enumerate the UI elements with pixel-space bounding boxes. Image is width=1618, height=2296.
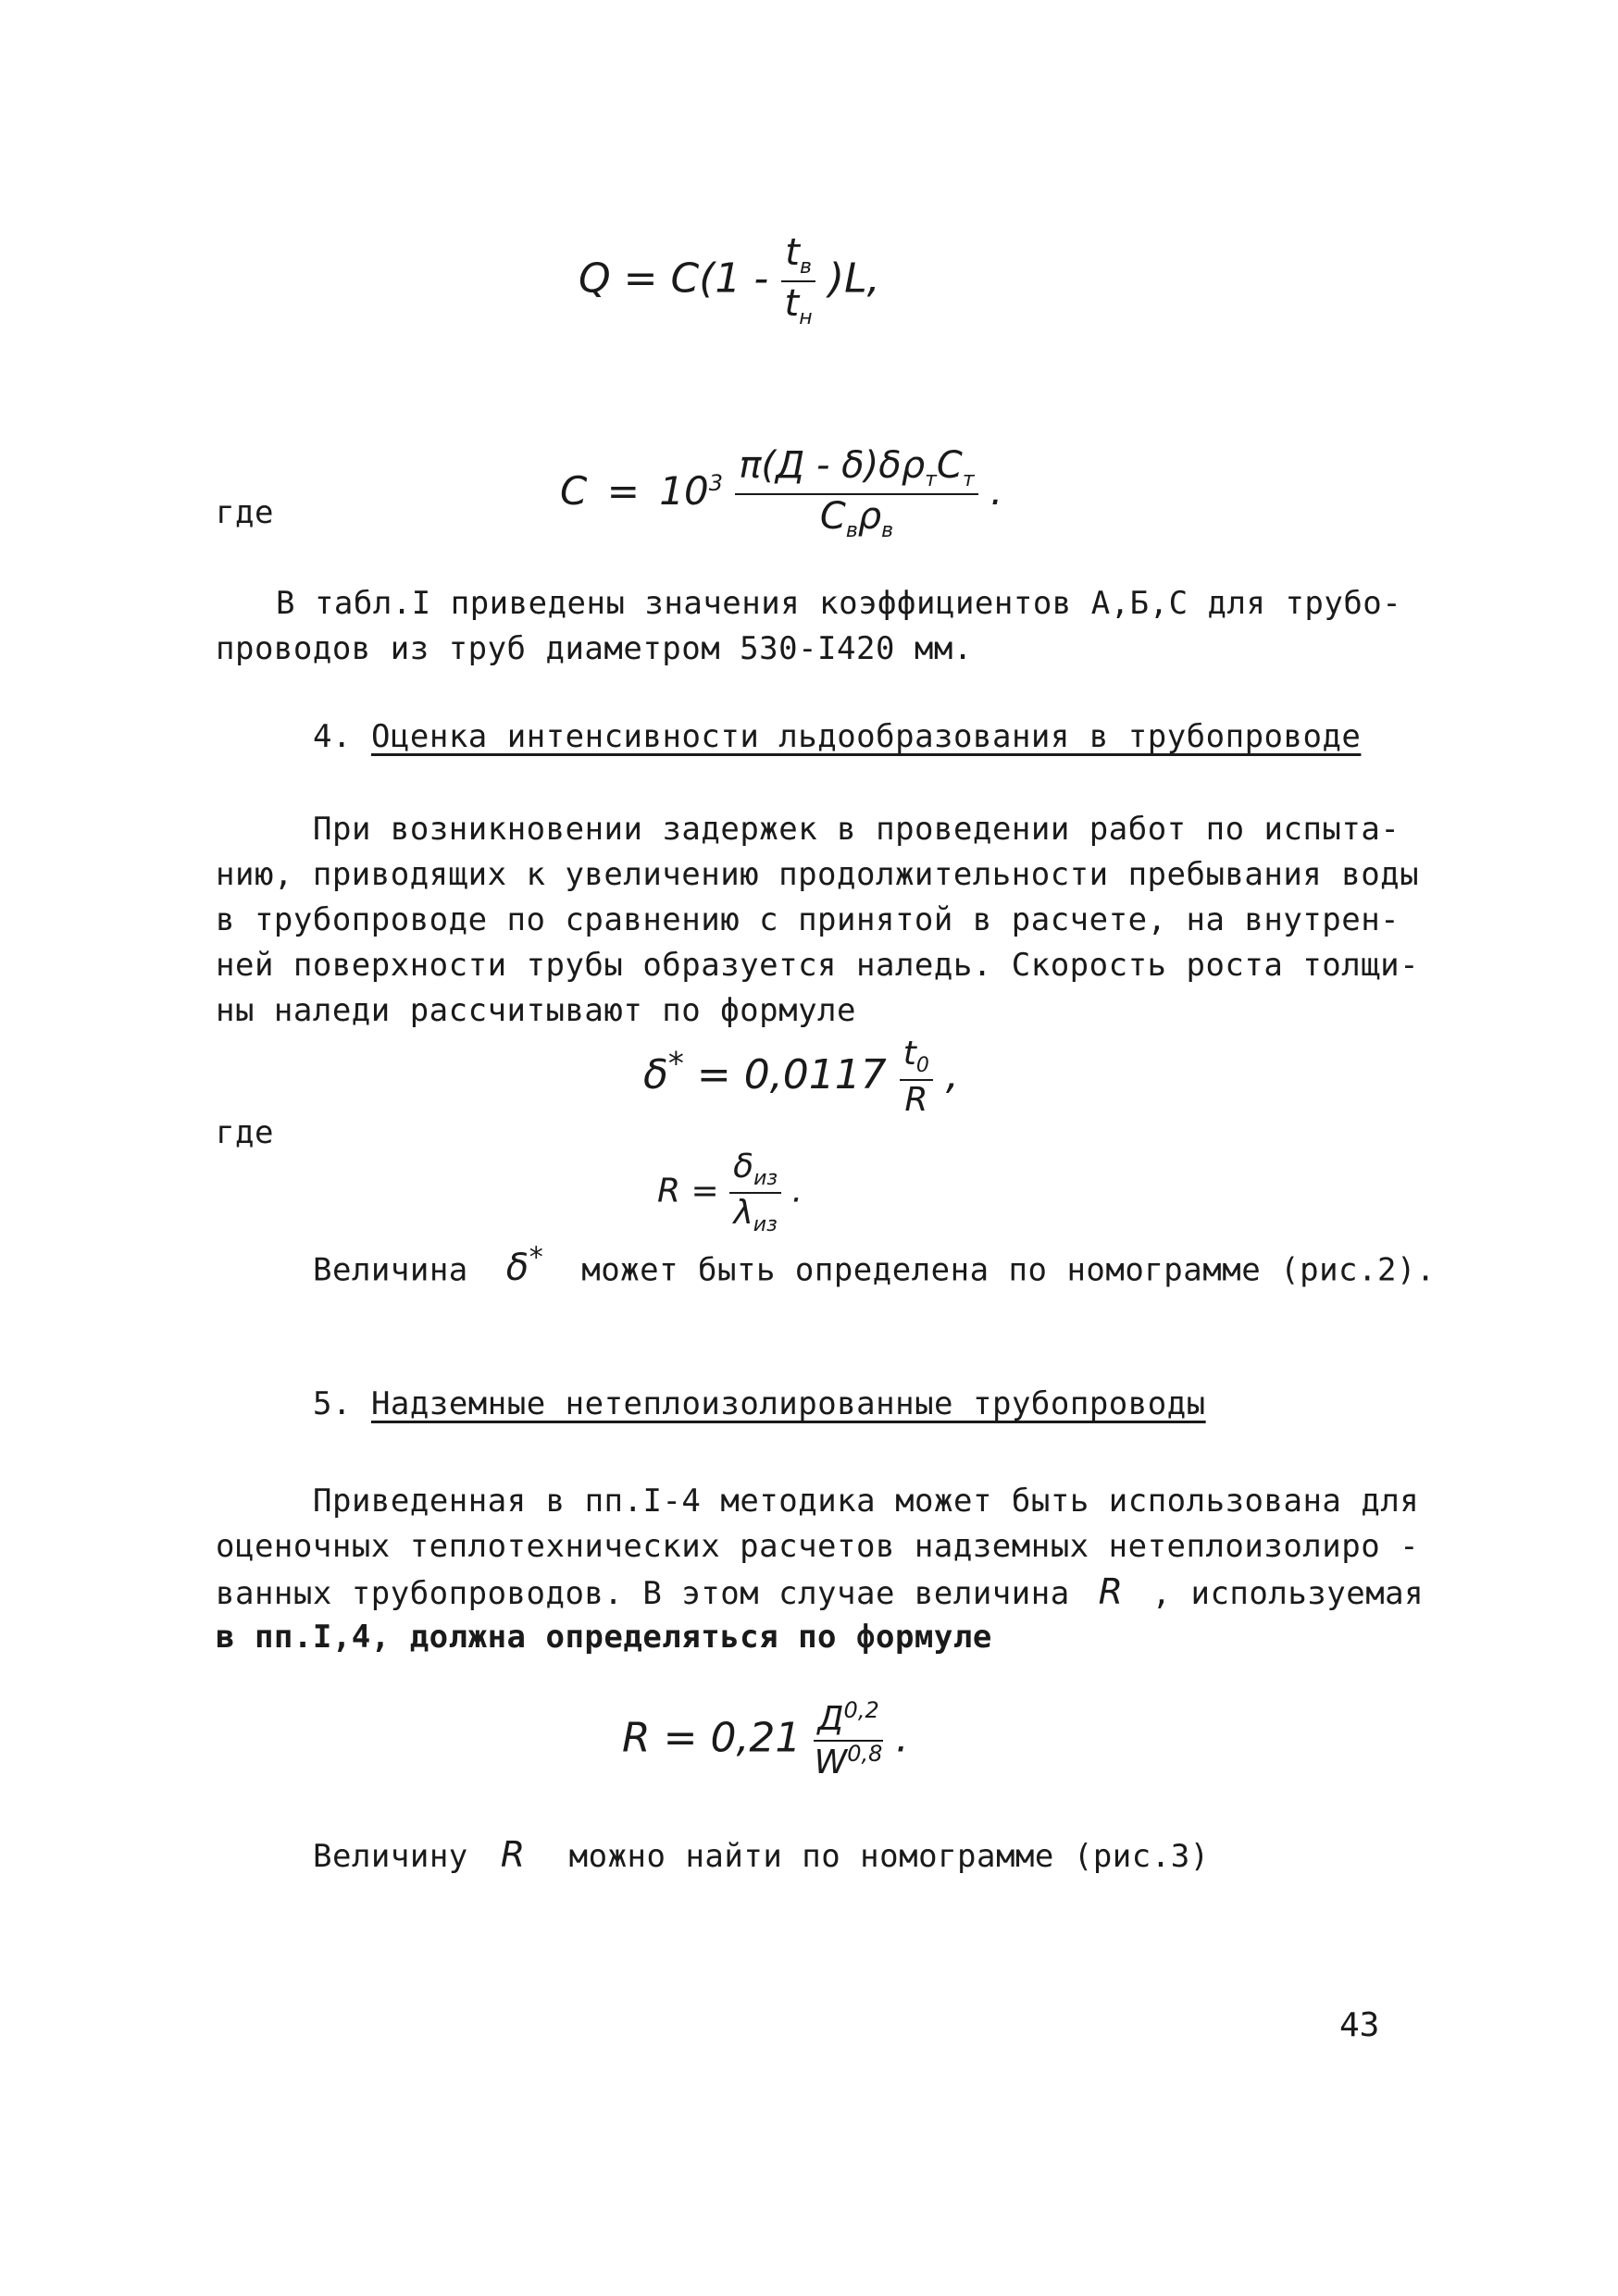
formula-delta-den: R [904, 1081, 928, 1120]
formula-q-lhs: Q [579, 254, 611, 303]
formula-c-num-sub2: т [962, 468, 975, 491]
page-number: 43 [1339, 2006, 1380, 2044]
formula-c-num-sub1: т [925, 468, 937, 491]
formula-delta [643, 1035, 959, 1120]
formula-q-pre: C(1 - [670, 254, 769, 303]
section-5-number: 5. [313, 1385, 352, 1422]
formula-r1-num-sub: из [753, 1167, 778, 1191]
formula-q-eq: = [623, 254, 658, 303]
formula-r2-num-sup: 0,2 [843, 1697, 879, 1723]
formula-r2-den-sup: 0,8 [847, 1741, 883, 1768]
magnitude-delta-sup: * [529, 1242, 544, 1274]
where-label-1: где [216, 494, 274, 531]
formula-c-num-mid: C [936, 444, 963, 487]
formula-r-resistance [657, 1148, 803, 1237]
formula-q-num: t [785, 231, 800, 274]
formula-c-eq: = [606, 467, 640, 514]
magnitude-delta-text-a: Величина [313, 1251, 468, 1289]
formula-delta-fraction [900, 1035, 933, 1120]
formula-c-punct: . [990, 467, 1003, 514]
paragraph-1-line-2: проводов из труб диаметром 530-I420 мм. [216, 630, 973, 667]
section-4-heading [313, 714, 1361, 760]
magnitude-r-line [313, 1832, 1210, 1880]
paragraph-2-line-3: в трубопроводе по сравнению с принятой в расчете, на внутрен- [216, 901, 1400, 938]
paragraph-2-line-5: ны наледи рассчитывают по формуле [216, 992, 857, 1029]
magnitude-r-symbol: R [500, 1834, 526, 1875]
formula-q-fraction [781, 231, 815, 330]
formula-r1-fraction [729, 1148, 781, 1237]
formula-delta-num-sub: 0 [915, 1054, 929, 1078]
section-5-title: Надземные нетеплоизолированные трубопроводы [370, 1385, 1206, 1422]
formula-c-fraction [735, 444, 977, 543]
formula-r1-den: λ [733, 1194, 753, 1233]
formula-delta-lhs: δ [643, 1050, 668, 1098]
paragraph-3-line-3-b: , используемая [1151, 1575, 1425, 1612]
formula-c-den2: ρ [857, 495, 882, 539]
paragraph-3-line-3 [216, 1570, 1424, 1617]
formula-c-den-sub1: в [845, 519, 858, 543]
formula-r1-num: δ [733, 1148, 754, 1185]
formula-r2-punct: . [895, 1714, 909, 1762]
magnitude-delta-text-b: может быть определена по номограмме (рис.2). [581, 1251, 1436, 1289]
formula-c-base: 10 [659, 467, 709, 514]
where-label-2: где [216, 1114, 274, 1151]
formula-r2-eq: = [663, 1714, 698, 1762]
formula-r-surface [622, 1698, 909, 1782]
formula-delta-eq: = [696, 1050, 731, 1098]
formula-delta-num: t [902, 1035, 916, 1073]
formula-q-punct: , [866, 254, 880, 303]
paragraph-3-line-2: оценочных теплотехнических расчетов надземных нетеплоизолиро - [216, 1528, 1420, 1565]
magnitude-delta-sym: δ [505, 1247, 529, 1290]
formula-r1-lhs: R [657, 1172, 681, 1210]
magnitude-delta-line [313, 1235, 1436, 1293]
formula-q-den-sub: н [799, 306, 813, 330]
paragraph-3-symbol-r: R [1098, 1571, 1124, 1612]
formula-c-num: π(Д - δ)δρ [739, 444, 926, 487]
formula-r1-punct: . [791, 1172, 803, 1210]
section-4-title: Оценка интенсивности льдообразования в трубопроводе [370, 718, 1362, 755]
paragraph-3-line-4: в пп.I,4, должна определяться по формуле [216, 1619, 992, 1656]
paragraph-3-line-3-a: ванных трубопроводов. В этом случае величина [216, 1575, 1070, 1612]
section-5-heading [313, 1382, 1206, 1427]
paragraph-1-line-1: В табл.I приведены значения коэффициентов А,Б,С для трубо- [276, 585, 1402, 622]
paragraph-2-line-2: нию, приводящих к увеличению продолжительности пребывания воды [216, 856, 1420, 893]
formula-r2-num: Д [817, 1700, 844, 1738]
formula-r2-fraction [814, 1698, 882, 1782]
section-4-number: 4. [313, 718, 352, 755]
formula-q-num-sub: в [799, 255, 812, 279]
formula-r2-coef: 0,21 [710, 1714, 802, 1762]
formula-q-post: )L [828, 254, 867, 303]
formula-delta-coef: 0,0117 [743, 1050, 887, 1098]
paragraph-2-line-1: При возникновении задержек в проведении работ по испыта- [313, 811, 1400, 848]
magnitude-delta-symbol [505, 1242, 544, 1290]
formula-r1-eq: = [691, 1172, 719, 1210]
magnitude-r-text-b: можно найти по номограмме (рис.3) [568, 1838, 1210, 1875]
formula-delta-lhs-sup: * [667, 1045, 684, 1083]
formula-delta-punct: , [945, 1050, 959, 1098]
formula-c-den-sub2: в [881, 519, 894, 543]
formula-c-den1: C [819, 495, 846, 539]
paragraph-3-line-1: Приведенная в пп.I-4 методика может быть использована для [313, 1483, 1420, 1520]
formula-c-lhs: C [560, 467, 588, 514]
formula-c-exp: 3 [708, 469, 723, 496]
formula-r2-lhs: R [622, 1714, 651, 1762]
magnitude-r-text-a: Величину [313, 1838, 468, 1875]
formula-r2-den: W [814, 1744, 848, 1782]
paragraph-2-line-4: ней поверхности трубы образуется наледь. Скорость роста толщи- [216, 947, 1420, 984]
formula-r1-den-sub: из [753, 1213, 778, 1237]
formula-q-den: t [784, 282, 800, 326]
formula-q [579, 231, 880, 330]
formula-c [560, 444, 1002, 543]
